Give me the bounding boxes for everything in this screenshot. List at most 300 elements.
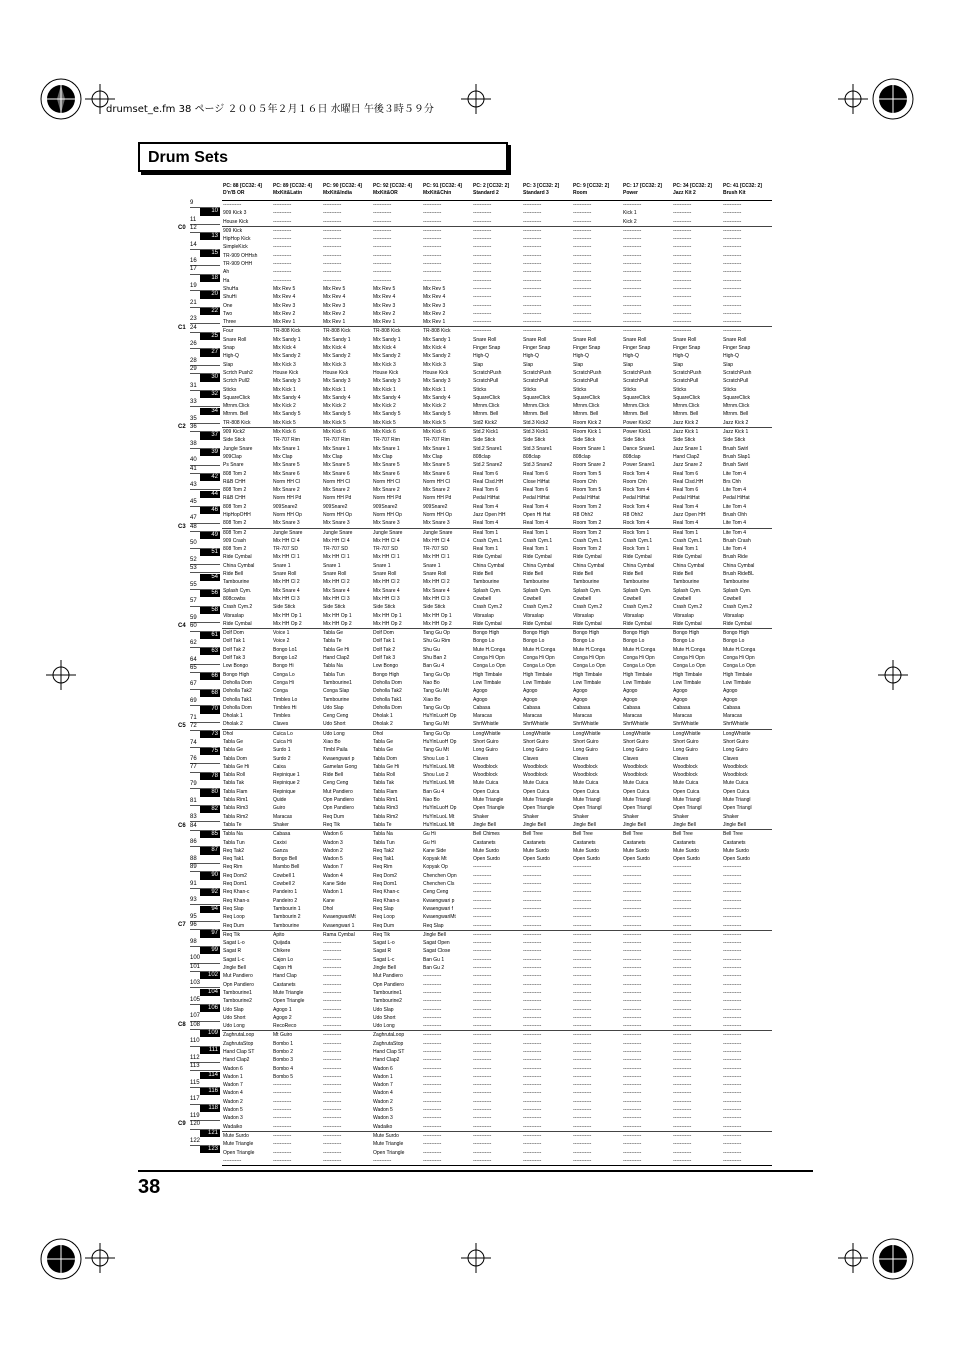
table-cell: Kopyak Op bbox=[423, 864, 448, 871]
table-cell: Tabla Ge bbox=[223, 739, 244, 745]
table-cell: ----------- bbox=[573, 948, 592, 955]
table-cell: High-Q bbox=[673, 353, 689, 360]
table-cell: Jungle Snare bbox=[223, 445, 253, 452]
black-key: 106 bbox=[200, 1005, 220, 1012]
table-row bbox=[222, 872, 772, 880]
table-cell: Open Surdo bbox=[473, 856, 500, 863]
table-cell: Bongo Lo bbox=[473, 638, 495, 645]
table-cell: Real Tom 6 bbox=[673, 487, 699, 494]
table-cell: Mix Kick 5 bbox=[372, 419, 422, 428]
table-cell: ----------- bbox=[373, 261, 392, 268]
table-cell: Timbles bbox=[273, 713, 291, 720]
table-cell: Wadon 5 bbox=[223, 1107, 243, 1114]
key-number: 119 bbox=[190, 1113, 200, 1119]
table-cell: ----------- bbox=[723, 965, 742, 972]
table-row bbox=[222, 922, 772, 931]
table-cell: Mtrnm. Bell bbox=[673, 411, 699, 418]
table-cell: ----------- bbox=[723, 981, 742, 988]
table-cell: Side Stick bbox=[723, 437, 746, 444]
footer-rule bbox=[138, 1170, 813, 1172]
table-cell: Jazz Snare 2 bbox=[673, 462, 703, 469]
table-cell: ----------- bbox=[573, 1006, 592, 1013]
table-cell: ----------- bbox=[723, 1098, 742, 1105]
table-row bbox=[222, 1006, 772, 1014]
table-cell: Wadon 2 bbox=[373, 1098, 393, 1105]
table-cell: Mute H.Conga bbox=[473, 646, 506, 653]
table-cell: Ride Cymbal bbox=[473, 554, 502, 561]
table-cell: Ps Snare bbox=[223, 462, 244, 469]
table-cell: Claves bbox=[673, 755, 689, 762]
black-key: 34 bbox=[200, 408, 220, 415]
table-cell: Mute Surdo bbox=[673, 847, 699, 854]
table-cell: Ride Cymbal bbox=[672, 620, 722, 629]
table-cell: ----------- bbox=[723, 905, 742, 912]
table-cell: Mix Sandy 1 bbox=[323, 336, 351, 343]
table-row bbox=[222, 570, 772, 578]
table-cell: Sagat L-c bbox=[373, 956, 395, 963]
table-row bbox=[222, 888, 772, 896]
table-cell: ----------- bbox=[723, 1014, 742, 1021]
table-cell: Bell Tree bbox=[523, 831, 543, 838]
table-cell: ----------- bbox=[373, 236, 392, 243]
table-cell: ----------- bbox=[473, 864, 492, 871]
table-cell: Claves bbox=[523, 755, 539, 762]
table-cell: ----------- bbox=[523, 931, 542, 938]
table-cell: ----------- bbox=[673, 1149, 692, 1156]
table-cell: ----------- bbox=[473, 1115, 492, 1122]
table-row bbox=[222, 595, 772, 603]
table-cell: ZaghrutaStop bbox=[223, 1040, 254, 1047]
table-cell: Bombo 3 bbox=[273, 1057, 294, 1064]
table-row bbox=[222, 880, 772, 888]
table-cell: Dholak 2 bbox=[222, 720, 272, 729]
table-cell: ----------- bbox=[523, 914, 542, 921]
table-cell: Tabla Flam bbox=[373, 788, 398, 795]
table-cell: ----------- bbox=[473, 1048, 492, 1055]
table-cell: Req Dom1 bbox=[223, 881, 247, 888]
table-cell: Crash Cym.2 bbox=[523, 604, 553, 611]
table-cell: Long Guiro bbox=[573, 747, 598, 754]
table-cell: Snare Roll bbox=[473, 336, 497, 343]
table-cell: Room Chh bbox=[573, 478, 597, 485]
table-cell: Wadon 5 bbox=[323, 856, 343, 863]
table-cell: Long Guiro bbox=[473, 747, 498, 754]
table-cell: Cowbell 1 bbox=[273, 872, 295, 879]
key-number: 113 bbox=[190, 1063, 200, 1070]
table-cell: Req Rim bbox=[223, 864, 243, 871]
table-cell: ----------- bbox=[473, 302, 492, 309]
table-cell: ----------- bbox=[673, 310, 692, 317]
table-row bbox=[222, 847, 772, 855]
table-cell: Tabla Tak bbox=[373, 780, 395, 787]
table-cell: Mix HH Cl 4 bbox=[273, 537, 300, 544]
table-cell: ----------- bbox=[673, 1014, 692, 1021]
table-cell: Mix Kick 1 bbox=[423, 386, 446, 393]
table-cell: Castanets bbox=[573, 839, 596, 846]
black-key: 25 bbox=[200, 333, 220, 340]
table-cell: Snare Roll bbox=[623, 336, 647, 343]
key-number: 84 bbox=[190, 822, 197, 829]
table-cell: ----------- bbox=[523, 227, 542, 234]
table-cell: Dhol bbox=[373, 730, 384, 737]
table-cell: Mix HH Op 1 bbox=[423, 612, 452, 619]
table-cell: ----------- bbox=[323, 965, 342, 972]
table-cell: TR-707 Rim bbox=[423, 437, 450, 444]
table-row bbox=[222, 226, 772, 235]
table-row bbox=[222, 947, 772, 955]
black-key: 13 bbox=[200, 233, 220, 240]
table-cell: Mix Snare 5 bbox=[273, 462, 300, 469]
table-cell: ----------- bbox=[273, 1149, 292, 1156]
table-cell: Tambourine bbox=[723, 579, 750, 586]
table-cell: ----------- bbox=[673, 1032, 692, 1039]
table-cell: ----------- bbox=[673, 227, 692, 234]
table-cell: ----------- bbox=[573, 981, 592, 988]
table-cell: Shu Ban 2 bbox=[423, 655, 447, 662]
black-key: 78 bbox=[200, 773, 220, 780]
table-cell: Side Stick bbox=[223, 437, 246, 444]
table-cell: Bongo High bbox=[723, 630, 750, 637]
table-cell: ----------- bbox=[673, 285, 692, 292]
table-cell: ----------- bbox=[673, 931, 692, 938]
black-key: 18 bbox=[200, 275, 220, 282]
table-cell: Castanets bbox=[523, 839, 546, 846]
table-cell: ----------- bbox=[673, 1090, 692, 1097]
table-cell: TR-808 Kick bbox=[373, 328, 401, 335]
table-cell: ----------- bbox=[473, 285, 492, 292]
table-cell: Room Kick 2 bbox=[572, 419, 622, 428]
table-cell: ----------- bbox=[673, 277, 692, 284]
table-cell: SquareClick bbox=[473, 394, 500, 401]
table-row bbox=[222, 1031, 772, 1040]
table-cell: Mix Snare 5 bbox=[423, 462, 450, 469]
table-cell: Tabla Rim2 bbox=[373, 813, 399, 820]
table-cell: ----------- bbox=[422, 1123, 472, 1132]
table-cell: ----------- bbox=[323, 1057, 342, 1064]
table-cell: Crash Cym.2 bbox=[473, 604, 503, 611]
table-cell: Open Surdo bbox=[673, 856, 700, 863]
table-cell: Bongo High bbox=[573, 630, 600, 637]
table-cell: SquareClick bbox=[723, 394, 750, 401]
table-cell: ----------- bbox=[723, 989, 742, 996]
table-cell: Wadon 4 bbox=[223, 1090, 243, 1097]
table-cell: Dolf Tak 1 bbox=[223, 638, 246, 645]
table-row bbox=[222, 302, 772, 310]
table-row bbox=[222, 285, 772, 293]
table-cell: Nao Bo bbox=[423, 797, 440, 804]
table-cell: ----------- bbox=[723, 328, 742, 335]
octave-label: C2 bbox=[178, 424, 186, 431]
table-row bbox=[222, 545, 772, 553]
table-cell: Ceng Ceng bbox=[323, 780, 349, 787]
table-cell: ----------- bbox=[423, 227, 442, 234]
table-cell: Hand Clap2 bbox=[323, 655, 350, 662]
table-cell: ----------- bbox=[572, 318, 622, 327]
table-cell: Real Tom 4 bbox=[473, 503, 499, 510]
table-cell: ----------- bbox=[423, 998, 442, 1005]
column-program-change: PC: 91 [CC32: 4] bbox=[423, 183, 462, 189]
table-cell: ----------- bbox=[723, 864, 742, 871]
table-cell: Req Dum bbox=[323, 813, 345, 820]
table-cell: SquareClick bbox=[523, 394, 550, 401]
table-cell: ----------- bbox=[273, 1090, 292, 1097]
table-cell: Wadon 5 bbox=[373, 1107, 393, 1114]
key-number: 41 bbox=[190, 465, 197, 472]
table-cell: Ban Gu 2 bbox=[423, 965, 445, 972]
table-row bbox=[222, 394, 772, 402]
table-cell: Splash Cym. bbox=[523, 587, 552, 594]
key-number: 110 bbox=[190, 1038, 200, 1045]
black-key: 44 bbox=[200, 491, 220, 498]
table-cell: Crash Cym.1 bbox=[523, 537, 553, 544]
key-number: 21 bbox=[190, 299, 197, 306]
table-cell: ----------- bbox=[473, 948, 492, 955]
table-cell: Mute Triangle bbox=[273, 989, 304, 996]
table-cell: Lite Tom 4 bbox=[722, 519, 772, 528]
table-cell: Mtrnm.Click bbox=[473, 403, 500, 410]
table-cell: Mix Snare 6 bbox=[323, 470, 350, 477]
table-cell: ----------- bbox=[623, 1107, 642, 1114]
black-key: 104 bbox=[200, 989, 220, 996]
table-cell: ----------- bbox=[273, 1132, 292, 1139]
table-cell: Wadon 3 bbox=[223, 1115, 243, 1122]
table-cell: Hand Clap2 bbox=[673, 453, 700, 460]
table-cell: ----------- bbox=[623, 1073, 642, 1080]
black-key: 70 bbox=[200, 706, 220, 713]
table-cell: Crash Cym.2 bbox=[673, 604, 703, 611]
table-cell: ScratchPull bbox=[723, 378, 749, 385]
table-cell: Jazz Kick 2 bbox=[672, 419, 722, 428]
table-cell: Snare Roll bbox=[323, 571, 347, 578]
table-row bbox=[222, 470, 772, 478]
table-cell: Mtrnm.Click bbox=[723, 403, 750, 410]
key-number: 83 bbox=[190, 814, 197, 821]
table-cell: Claves bbox=[723, 755, 739, 762]
table-cell: Mix Sandy 1 bbox=[373, 336, 401, 343]
table-cell: Mix Rev 2 bbox=[423, 310, 446, 317]
table-cell: Mut Pandiero bbox=[223, 973, 253, 980]
table-cell: ----------- bbox=[523, 1115, 542, 1122]
table-cell: Conga Hi Opn bbox=[473, 655, 505, 662]
black-key: 63 bbox=[200, 648, 220, 655]
table-cell: ----------- bbox=[273, 210, 292, 217]
key-number: 16 bbox=[190, 258, 197, 265]
table-cell: ----------- bbox=[523, 1141, 542, 1148]
table-cell: Agogo bbox=[473, 688, 488, 695]
table-cell: ----------- bbox=[673, 236, 692, 243]
table-cell: Req Tak1 bbox=[373, 856, 395, 863]
table-row bbox=[222, 352, 772, 360]
table-cell: ----------- bbox=[573, 227, 592, 234]
table-cell: Mix Kick 5 bbox=[422, 419, 472, 428]
table-cell: ----------- bbox=[373, 244, 392, 251]
table-cell: LongWhistle bbox=[623, 730, 651, 737]
table-cell: Mix HH Cl 1 bbox=[373, 554, 400, 561]
table-row bbox=[222, 839, 772, 847]
table-cell: ZaghrutaLoop bbox=[373, 1032, 405, 1039]
key-number: 59 bbox=[190, 615, 197, 621]
table-cell: ----------- bbox=[473, 1057, 492, 1064]
table-cell: ----------- bbox=[673, 881, 692, 888]
table-cell: ----------- bbox=[422, 1157, 472, 1166]
table-cell: Real Tom 4 bbox=[472, 519, 522, 528]
table-row bbox=[222, 696, 772, 704]
table-row bbox=[222, 428, 772, 437]
table-cell: ----------- bbox=[723, 202, 742, 208]
table-cell: Jingle Bell bbox=[373, 965, 396, 972]
registration-mark-top-left-icon bbox=[38, 76, 84, 122]
table-cell: 808cowbs bbox=[223, 595, 246, 602]
table-cell: Tabla Ge bbox=[223, 747, 244, 754]
table-cell: ----------- bbox=[273, 1115, 292, 1122]
table-cell: ----------- bbox=[623, 1065, 642, 1072]
table-cell: Dhol bbox=[323, 905, 334, 912]
table-cell: ----------- bbox=[473, 1141, 492, 1148]
table-cell: ----------- bbox=[623, 956, 642, 963]
table-cell: Woodblock bbox=[673, 772, 698, 779]
table-cell: ----------- bbox=[473, 227, 492, 234]
table-cell: Mix HH Cl 2 bbox=[373, 579, 400, 586]
key-number: 33 bbox=[190, 399, 197, 406]
octave-label: C9 bbox=[178, 1121, 186, 1128]
table-cell: Splash Cym. bbox=[223, 587, 252, 594]
table-cell: Vibraslap bbox=[573, 612, 594, 619]
table-cell: Ride Cymbal bbox=[622, 620, 672, 629]
table-cell: ----------- bbox=[473, 931, 492, 938]
table-cell: Mix Sandy 1 bbox=[273, 336, 301, 343]
table-cell: Low Bongo bbox=[373, 663, 399, 670]
table-cell: Std.3 Kick2 bbox=[522, 419, 572, 428]
table-cell: ----------- bbox=[273, 236, 292, 243]
table-cell: ----------- bbox=[673, 889, 692, 896]
table-cell: ShrtWhistle bbox=[522, 720, 572, 729]
table-cell: Udo Long bbox=[372, 1022, 422, 1031]
table-cell: ----------- bbox=[673, 1082, 692, 1089]
table-row bbox=[222, 939, 772, 947]
table-cell: House Kick bbox=[273, 369, 299, 376]
table-cell: ----------- bbox=[623, 914, 642, 921]
crosshair-mid-left-icon bbox=[46, 660, 76, 690]
table-cell: Open Triangl bbox=[623, 805, 652, 812]
table-cell: Shu Gu bbox=[423, 646, 440, 653]
table-cell: Mix Rev 5 bbox=[373, 285, 396, 292]
table-cell: TR-808 Kick bbox=[273, 328, 301, 335]
table-cell: ----------- bbox=[273, 227, 292, 234]
table-cell: Std.3 Snare1 bbox=[523, 445, 553, 452]
table-row bbox=[222, 972, 772, 980]
table-cell: ShrtWhistle bbox=[572, 720, 622, 729]
table-cell: Tambourin 1 bbox=[273, 905, 301, 912]
table-cell: ----------- bbox=[623, 252, 642, 259]
table-cell: Vibraslap bbox=[473, 612, 494, 619]
table-cell: Long Guiro bbox=[523, 747, 548, 754]
table-cell: ----------- bbox=[272, 218, 322, 227]
table-cell: Woodblock bbox=[673, 763, 698, 770]
table-row bbox=[222, 1140, 772, 1148]
table-cell: Room Tom 2 bbox=[573, 529, 602, 536]
table-cell: Cuica Hi bbox=[273, 739, 292, 745]
table-cell: Cowbell bbox=[673, 595, 691, 602]
table-cell: ----------- bbox=[523, 261, 542, 268]
table-cell: ----------- bbox=[523, 269, 542, 276]
table-cell: Real Tom 1 bbox=[523, 529, 549, 536]
table-cell: Tambourine2 bbox=[373, 998, 402, 1005]
table-cell: Finger Snap bbox=[573, 345, 601, 352]
table-cell: High Timbale bbox=[723, 671, 753, 678]
table-cell: ----------- bbox=[473, 1073, 492, 1080]
table-cell: Cuica Lo bbox=[273, 730, 293, 737]
table-cell: Side Stick bbox=[323, 604, 346, 611]
table-cell: Conga Lo Opn bbox=[523, 663, 556, 670]
table-cell: Mut Pandiero bbox=[323, 788, 353, 795]
key-number: 89 bbox=[190, 864, 197, 870]
table-cell: Tambourine bbox=[473, 579, 500, 586]
table-cell: Timbl Paila bbox=[323, 747, 348, 754]
table-row bbox=[222, 1114, 772, 1122]
table-cell: Brush Swirl bbox=[723, 445, 749, 452]
table-cell: ----------- bbox=[723, 1040, 742, 1047]
table-cell: Tabla Rim2 bbox=[223, 813, 249, 820]
octave-label: C5 bbox=[178, 722, 186, 729]
table-cell: Vibraslap bbox=[623, 612, 644, 619]
table-row bbox=[222, 755, 772, 763]
table-cell: Snare Roll bbox=[673, 336, 697, 343]
key-number: 74 bbox=[190, 739, 197, 746]
table-cell: ----------- bbox=[573, 998, 592, 1005]
table-cell: Req Dom1 bbox=[373, 881, 397, 888]
black-key: 66 bbox=[200, 673, 220, 680]
table-cell: ----------- bbox=[673, 1098, 692, 1105]
table-cell: ----------- bbox=[573, 965, 592, 972]
table-cell: China Cymbal bbox=[473, 562, 505, 569]
key-number: 52 bbox=[190, 556, 197, 563]
table-cell: ----------- bbox=[522, 218, 572, 227]
table-cell: Tabla Tak bbox=[223, 780, 245, 787]
table-cell: Kwaengwari f bbox=[423, 905, 454, 912]
key-number: 76 bbox=[190, 756, 197, 763]
table-row bbox=[222, 445, 772, 453]
table-cell: Bongo Lo2 bbox=[273, 655, 298, 662]
table-cell: Mix Snare 6 bbox=[273, 470, 300, 477]
table-cell: Kane Side bbox=[323, 881, 347, 888]
table-row bbox=[222, 1098, 772, 1106]
table-cell: ----------- bbox=[323, 981, 342, 988]
table-cell: ----------- bbox=[323, 1149, 342, 1156]
table-cell: Wadon 6 bbox=[373, 1065, 393, 1072]
key-number: 100 bbox=[190, 955, 201, 962]
table-cell: 808 Tom 2 bbox=[223, 503, 247, 510]
table-cell: Mix HH Cl 3 bbox=[373, 595, 400, 602]
table-row bbox=[222, 562, 772, 570]
table-cell: ShrtWhistle bbox=[672, 720, 722, 729]
table-cell: ----------- bbox=[523, 277, 542, 284]
table-cell: Udo Short bbox=[223, 1014, 246, 1021]
table-cell: Ban Gu 1 bbox=[423, 956, 445, 963]
table-cell: Mix Snare 3 bbox=[422, 519, 472, 528]
table-cell: HuYinLuoL Mt bbox=[423, 813, 455, 820]
table-cell: ----------- bbox=[323, 1006, 342, 1013]
table-cell: 909 Kick 3 bbox=[223, 210, 247, 217]
table-row bbox=[222, 1123, 772, 1132]
table-cell: ----------- bbox=[523, 1149, 542, 1156]
table-cell: Jingle Bell bbox=[672, 821, 722, 830]
table-cell: Sagat Close bbox=[423, 948, 451, 955]
table-cell: ----------- bbox=[573, 905, 592, 912]
table-cell: ----------- bbox=[323, 1014, 342, 1021]
table-cell: Mute Cuica bbox=[573, 780, 599, 787]
table-cell: China Cymbal bbox=[223, 562, 255, 569]
table-cell: Req Khan-c bbox=[223, 889, 250, 896]
